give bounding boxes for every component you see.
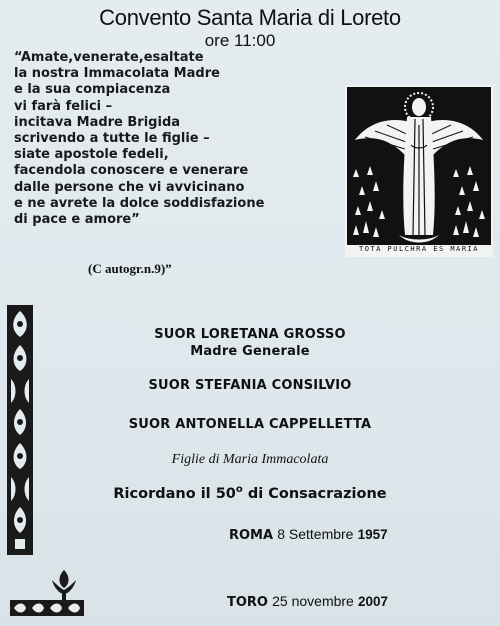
quote-line: e la sua compiacenza	[14, 82, 171, 98]
quote-reference: (C autogr.n.9)”	[88, 261, 172, 276]
quote-line: dalle persone che vi avvicinano	[14, 179, 245, 195]
quote-line: “Amate,venerate,esaltate	[14, 50, 204, 65]
sister-name: SUOR ANTONELLA CAPPELLETTA	[128, 417, 372, 432]
madonna-woodcut-image	[345, 85, 493, 257]
rome-date: 8 Settembre	[277, 526, 354, 542]
rome-year: 1957	[357, 527, 388, 542]
quote-line: siate apostole fedeli,	[14, 147, 169, 163]
event-time: ore 11:00	[204, 31, 276, 50]
rome-date-line	[229, 526, 388, 543]
quote-line: vi farà felici –	[14, 98, 113, 114]
woodcut-caption: TOTA PULCHRA ES MARIA	[358, 245, 479, 253]
toro-year: 2007	[357, 594, 389, 609]
sister-name: SUOR LORETANA GROSSO	[154, 327, 346, 342]
sister-name: SUOR STEFANIA CONSILVIO	[148, 378, 352, 393]
madonna-illustration	[345, 85, 493, 257]
toro-city: TORO	[227, 595, 268, 610]
quote-block	[14, 50, 344, 228]
page-title: Convento Santa Maria di Loreto	[99, 5, 401, 30]
rome-city: ROMA	[229, 528, 274, 543]
quote-line: scrivendo a tutte le figlie –	[14, 131, 210, 147]
anniversary-announcement	[0, 484, 500, 502]
toro-date-line	[227, 593, 388, 610]
quote-line: la nostra Immacolata Madre	[14, 66, 220, 82]
congregation-name: Figlie di Maria Immacolata	[171, 452, 329, 467]
ordinal-suffix: o	[235, 484, 243, 495]
sister-role: Madre Generale	[190, 344, 310, 359]
quote-line: facendola conoscere e venerare	[14, 163, 249, 179]
fleur-ornament	[8, 566, 86, 618]
quote-line: di pace e amore”	[14, 212, 140, 228]
quote-line: incitava Madre Brigida	[14, 114, 181, 130]
quote-line: e ne avrete la dolce soddisfazione	[14, 195, 265, 211]
fleur-de-lis-icon	[8, 566, 86, 618]
toro-date: 25 novembre	[272, 593, 354, 609]
announcement-text: Ricordano il 50	[113, 485, 236, 502]
announcement-suffix: di Consacrazione	[242, 485, 387, 502]
